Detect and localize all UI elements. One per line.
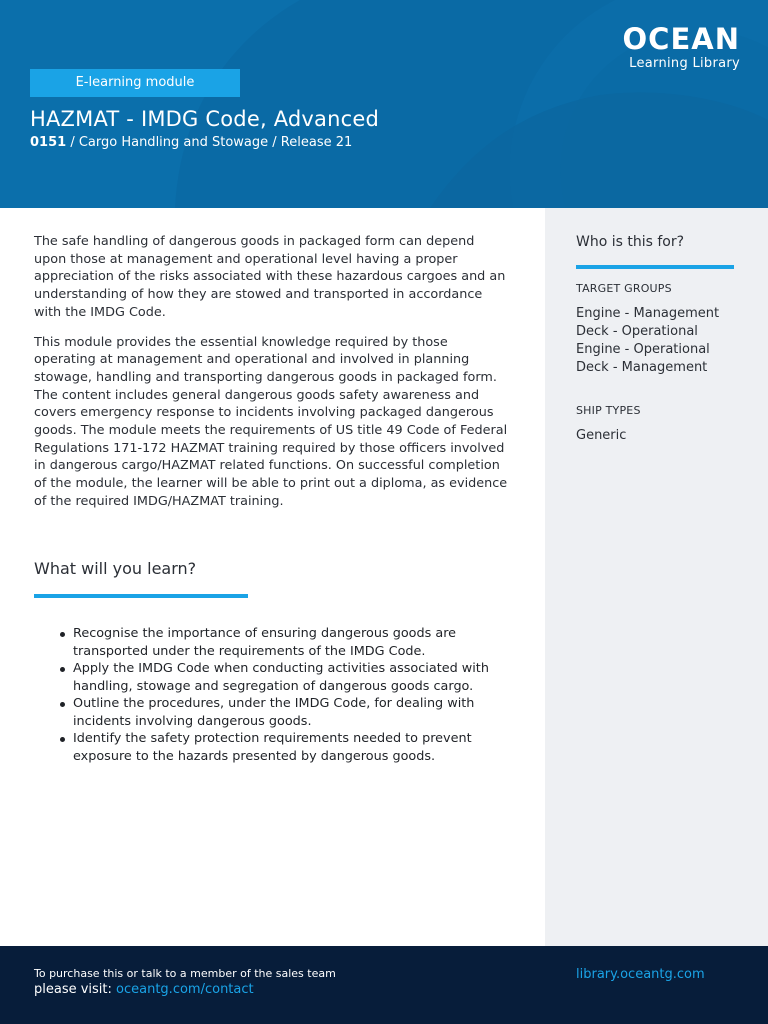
target-groups-list (576, 305, 719, 377)
target-groups-label: TARGET GROUPS (576, 282, 672, 295)
description-paragraph-1: The safe handling of dangerous goods in packaged form can depend upon those at management and operational level having a proper appreciation of the risks associated with these hazardous cargoes and an understanding of how they are stowed and transported in accordance with the IMDG Code. (34, 234, 506, 320)
target-group-item: Deck - Operational (576, 324, 698, 339)
ship-types-label: SHIP TYPES (576, 404, 641, 417)
list-item-text: Recognise the importance of ensuring dangerous goods are transported under the requirements of the IMDG Code. (73, 626, 457, 659)
contact-link[interactable]: oceantg.com/contact (116, 982, 254, 997)
module-type-badge: E-learning module (30, 69, 240, 97)
heading-underline (34, 594, 248, 598)
list-item (58, 730, 498, 765)
page-title: HAZMAT - IMDG Code, Advanced (30, 107, 380, 131)
ship-type-value: Generic (576, 428, 627, 443)
audience-sidebar (545, 208, 768, 946)
footer-purchase-text: To purchase this or talk to a member of the sales team (34, 967, 336, 980)
module-code: 0151 (30, 135, 67, 150)
breadcrumb (30, 135, 352, 150)
sidebar-heading: Who is this for? (576, 234, 685, 250)
description-paragraph-2: This module provides the essential knowledge required by those operating at management and operational and involved in planning stowage, handling and transporting dangerous goods in packaged form. The content includes general dangerous goods safety awareness and covers emergency response to incidents involving packaged dangerous goods. The module meets the requirements of US title 49 Code of Federal Regulations 171-172 HAZMAT training required by those officers involved in dangerous cargo/HAZMAT related functions. On successful completion of the module, the learner will be able to print out a diploma, as evidence of the required IMDG/HAZMAT training. (34, 334, 508, 509)
target-group-item: Engine - Operational (576, 342, 710, 357)
list-item-text: Identify the safety protection requirements needed to prevent exposure to the hazards presented by dangerous goods. (73, 731, 472, 764)
target-group-item: Engine - Management (576, 306, 720, 321)
bullet-icon (60, 632, 65, 637)
learn-heading: What will you learn? (34, 559, 197, 578)
bullet-icon (60, 667, 65, 672)
list-item-text: Outline the procedures, under the IMDG Code, for dealing with incidents involving dangerous goods. (73, 696, 475, 729)
bullet-icon (60, 702, 65, 707)
brand-subtitle: Learning Library (629, 56, 740, 71)
brand-name: OCEAN (622, 22, 740, 56)
footer-visit-line (34, 982, 254, 997)
list-item (58, 660, 498, 695)
target-group-item: Deck - Management (576, 360, 708, 375)
header-banner (0, 0, 768, 208)
list-item (58, 695, 498, 730)
ocean-logo[interactable] (623, 24, 740, 71)
footer (0, 946, 768, 1024)
description (34, 233, 509, 523)
library-site-link[interactable]: library.oceantg.com (576, 967, 705, 982)
list-item (58, 625, 498, 660)
footer-visit-prefix: please visit: (34, 982, 117, 997)
sidebar-heading-underline (576, 265, 734, 269)
bullet-icon (60, 737, 65, 742)
breadcrumb-path: / Cargo Handling and Stowage / Release 21 (66, 135, 353, 150)
learning-objectives (58, 625, 498, 765)
list-item-text: Apply the IMDG Code when conducting activities associated with handling, stowage and segregation of dangerous goods cargo. (73, 661, 489, 694)
